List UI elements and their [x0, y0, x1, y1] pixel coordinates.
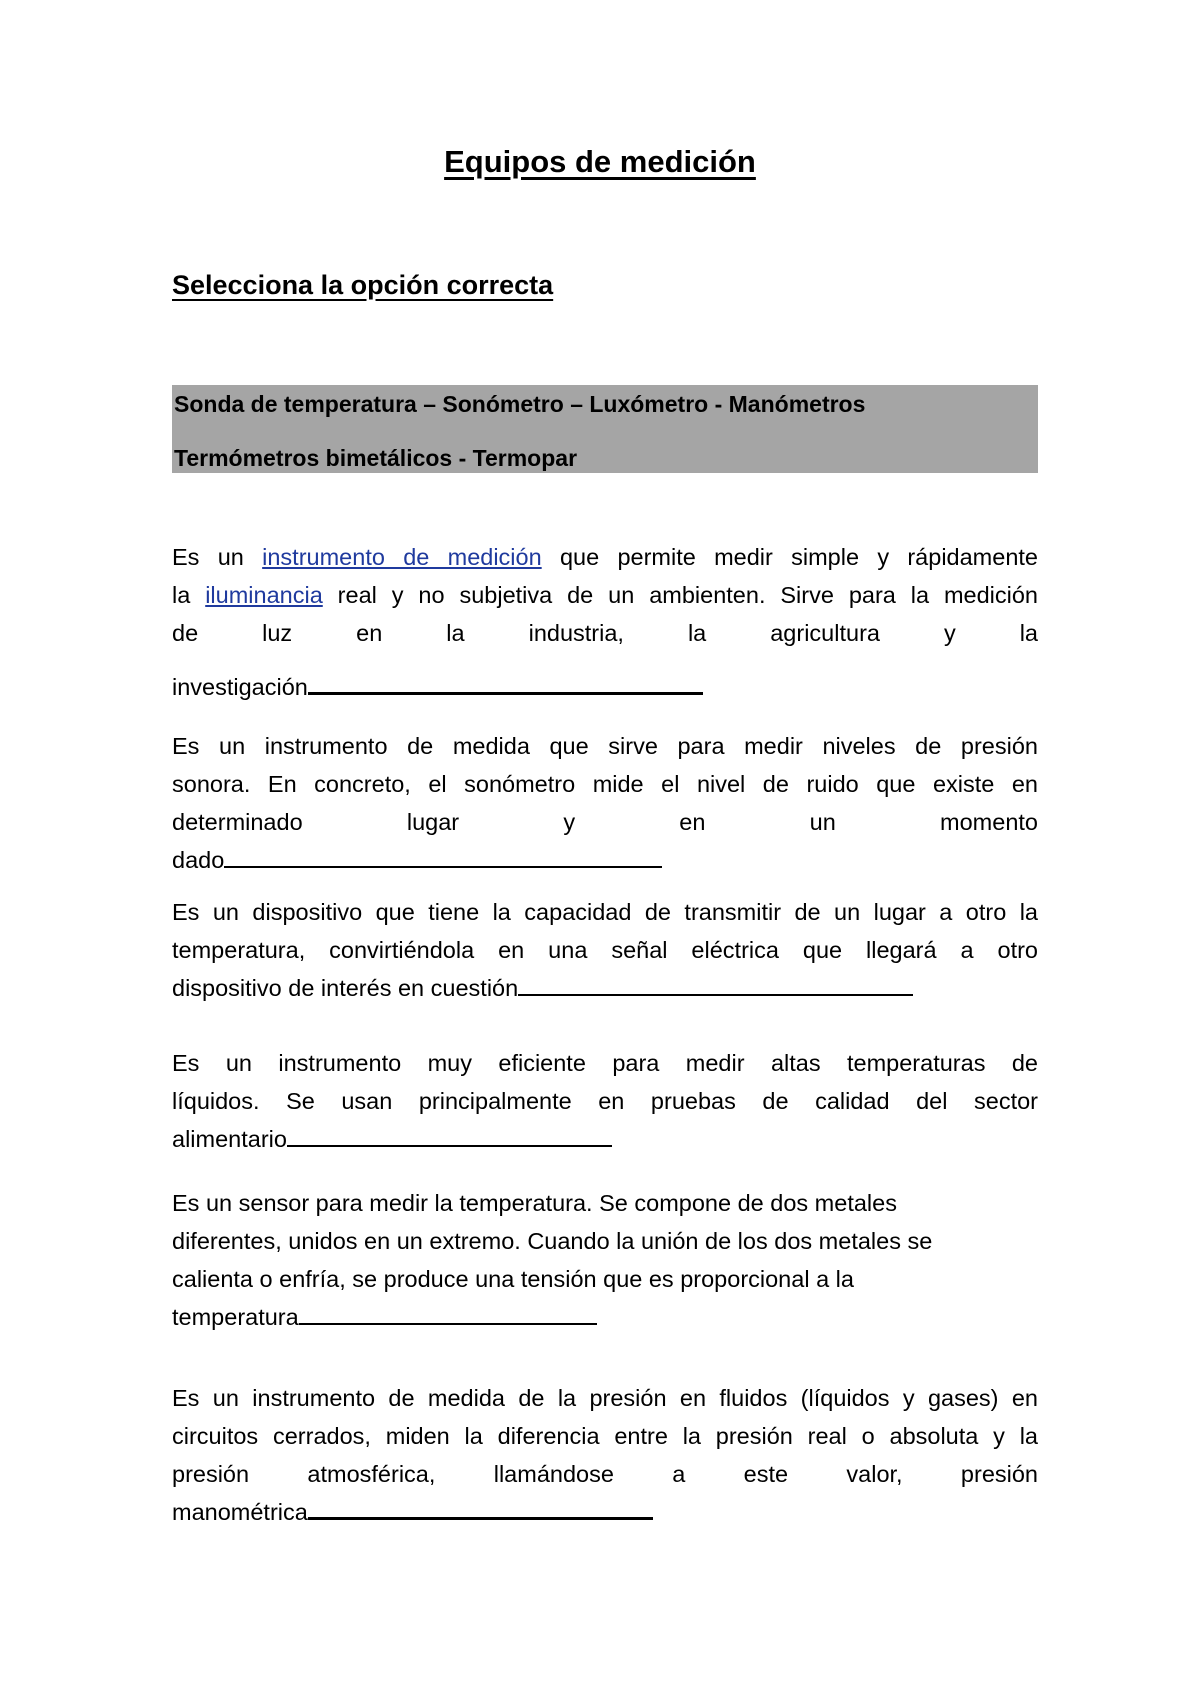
answer-blank-5[interactable]: [299, 1299, 597, 1325]
question-2-line-4: [172, 841, 1038, 879]
question-3-line-3: [172, 969, 1038, 1007]
link-instrumento-de-medicion[interactable]: instrumento de medición: [262, 544, 542, 570]
answer-blank-4[interactable]: [287, 1121, 612, 1147]
question-4-line-2: líquidos. Se usan principalmente en pruebas de calidad del sector: [172, 1088, 1038, 1114]
question-1-line-2: [172, 576, 1038, 614]
question-3-text: dispositivo de interés en cuestión: [172, 975, 519, 1001]
question-3-line-2: temperatura, convirtiéndola en una señal eléctrica que llegará a otro: [172, 937, 1038, 963]
question-1-text: investigación: [172, 674, 308, 700]
question-1-line-4: [172, 668, 1038, 706]
question-5-line-3: calienta o enfría, se produce una tensión que es proporcional a la: [172, 1266, 854, 1292]
question-6-line-1: Es un instrumento de medida de la presión en fluidos (líquidos y gases) en: [172, 1385, 1038, 1411]
question-1-text: Es un: [172, 544, 263, 570]
question-5-line-1: Es un sensor para medir la temperatura. Se compone de dos metales: [172, 1190, 897, 1216]
question-2-line-1: Es un instrumento de medida que sirve para medir niveles de presión: [172, 733, 1038, 759]
word-bank-line-2: Termómetros bimetálicos - Termopar: [174, 445, 578, 471]
answer-blank-6[interactable]: [308, 1493, 653, 1520]
answer-blank-2[interactable]: [224, 842, 662, 868]
question-5-line-2: diferentes, unidos en un extremo. Cuando la unión de los dos metales se: [172, 1228, 933, 1254]
answer-blank-1[interactable]: [308, 668, 703, 695]
question-4: [172, 1044, 1038, 1158]
question-5-line-4: [172, 1298, 1038, 1336]
question-2: [172, 727, 1038, 879]
link-iluminancia[interactable]: iluminancia: [205, 582, 323, 608]
question-2-line-3: determinado lugar y en un momento: [172, 809, 1038, 835]
question-1-text: real y no subjetiva de un ambienten. Sirve para la medición: [322, 582, 1038, 608]
question-1-text: la: [172, 582, 206, 608]
question-4-line-3: [172, 1120, 1038, 1158]
question-1-line-1: [172, 538, 1038, 576]
question-5-text: temperatura: [172, 1304, 299, 1330]
instruction-heading: Selecciona la opción correcta: [172, 270, 554, 300]
question-4-text: alimentario: [172, 1126, 287, 1152]
answer-blank-3[interactable]: [518, 970, 913, 996]
page-title: Equipos de medición: [444, 144, 756, 179]
question-2-text: dado: [172, 847, 225, 873]
question-1-line-3: de luz en la industria, la agricultura y la: [172, 620, 1038, 646]
word-bank: [172, 385, 1038, 473]
question-4-line-1: Es un instrumento muy eficiente para medir altas temperaturas de: [172, 1050, 1038, 1076]
question-2-line-2: sonora. En concreto, el sonómetro mide el nivel de ruido que existe en: [172, 771, 1038, 797]
question-6-line-4: [172, 1493, 1038, 1531]
question-6: [172, 1379, 1038, 1531]
question-6-line-2: circuitos cerrados, miden la diferencia entre la presión real o absoluta y la: [172, 1423, 1038, 1449]
question-6-text: manométrica: [172, 1499, 308, 1525]
question-3: [172, 893, 1038, 1007]
word-bank-line-1: Sonda de temperatura – Sonómetro – Luxómetro - Manómetros: [174, 391, 866, 417]
question-3-line-1: Es un dispositivo que tiene la capacidad de transmitir de un lugar a otro la: [172, 899, 1038, 925]
question-5: [172, 1184, 1038, 1336]
question-6-line-3: presión atmosférica, llamándose a este valor, presión: [172, 1461, 1038, 1487]
question-1: [172, 538, 1038, 706]
question-1-text: que permite medir simple y rápidamente: [541, 544, 1038, 570]
